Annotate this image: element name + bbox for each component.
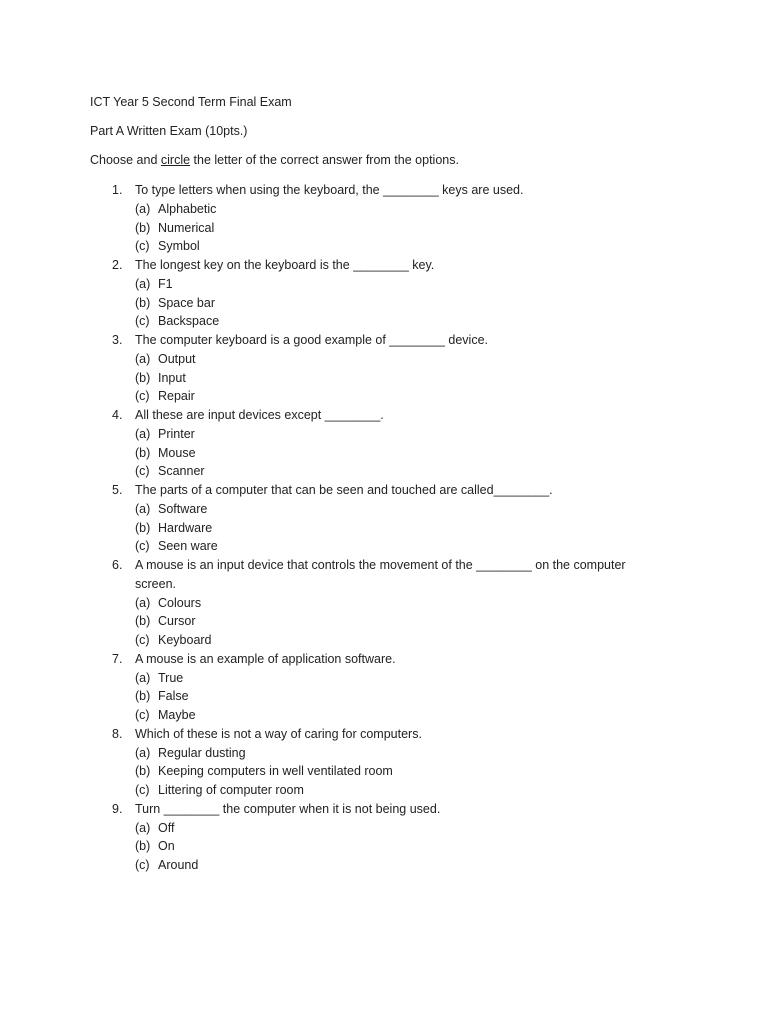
part-heading: Part A Written Exam (10pts.): [90, 124, 248, 138]
option-letter: (a): [135, 820, 151, 835]
option-list: [135, 200, 690, 256]
option-letter: (b): [135, 295, 151, 310]
option-text: Input: [158, 370, 186, 385]
exam-title: ICT Year 5 Second Term Final Exam: [90, 95, 292, 109]
answer-option-5-c[interactable]: [135, 537, 690, 556]
option-letter: (a): [135, 595, 151, 610]
question-text: To type letters when using the keyboard, the ________ keys are used.: [135, 183, 524, 197]
answer-option-1-b[interactable]: [135, 219, 690, 238]
option-letter: (b): [135, 764, 151, 779]
answer-option-7-c[interactable]: [135, 706, 690, 725]
option-text: Off: [158, 820, 175, 835]
option-letter: (a): [135, 501, 151, 516]
question-number: 5.: [112, 483, 123, 497]
option-letter: (c): [135, 314, 150, 329]
option-letter: (c): [135, 239, 150, 254]
instructions: [90, 152, 459, 168]
option-letter: (c): [135, 783, 150, 797]
option-letter: (c): [135, 708, 150, 722]
question-text: The computer keyboard is a good example of ________ device.: [135, 333, 489, 347]
instructions-text-end: the letter of the correct answer from the options.: [190, 153, 459, 167]
question-text: A mouse is an input device that controls the movement of the ________ on the computer screen.: [135, 558, 626, 591]
option-letter: (b): [135, 370, 151, 385]
option-text: Around: [158, 858, 199, 872]
answer-option-9-b[interactable]: [135, 837, 690, 856]
answer-option-9-c[interactable]: [135, 856, 690, 875]
option-text: Seen ware: [158, 539, 218, 554]
option-list: [135, 275, 690, 331]
option-text: Numerical: [158, 220, 215, 235]
option-letter: (c): [135, 633, 150, 647]
option-text: Symbol: [158, 239, 200, 254]
option-text: Space bar: [158, 295, 215, 310]
option-text: Output: [158, 351, 196, 366]
answer-option-4-b[interactable]: [135, 444, 690, 463]
option-list: [135, 744, 690, 800]
question-number: 6.: [112, 558, 123, 572]
answer-option-3-c[interactable]: [135, 387, 690, 406]
answer-option-3-b[interactable]: [135, 369, 690, 388]
option-letter: (a): [135, 201, 151, 216]
option-text: On: [158, 839, 175, 854]
question-item-3: [90, 331, 690, 406]
option-text: Backspace: [158, 314, 220, 329]
question-text: Which of these is not a way of caring for computers.: [135, 726, 422, 741]
question-number: 1.: [112, 183, 123, 197]
answer-option-1-c[interactable]: [135, 237, 690, 256]
option-text: Regular dusting: [158, 745, 246, 760]
answer-option-8-b[interactable]: [135, 762, 690, 781]
option-letter: (c): [135, 389, 150, 404]
question-item-1: [90, 181, 690, 256]
question-item-6: [90, 556, 690, 650]
question-text: The parts of a computer that can be seen and touched are called________.: [135, 483, 553, 497]
option-letter: (b): [135, 520, 151, 535]
question-item-7: [90, 650, 690, 725]
answer-option-4-a[interactable]: [135, 425, 690, 444]
option-text: Printer: [158, 426, 195, 441]
option-letter: (b): [135, 220, 151, 235]
question-item-2: [90, 256, 690, 331]
option-text: Keeping computers in well ventilated room: [158, 764, 393, 779]
answer-option-2-b[interactable]: [135, 294, 690, 313]
question-number: 3.: [112, 333, 123, 347]
option-text: Colours: [158, 595, 202, 610]
question-item-8: [90, 725, 690, 800]
instructions-text-start: Choose and: [90, 153, 161, 167]
option-letter: (b): [135, 445, 151, 460]
option-list: [135, 500, 690, 556]
question-text: A mouse is an example of application software.: [135, 651, 396, 666]
option-list: [135, 350, 690, 406]
option-text: Keyboard: [158, 633, 212, 647]
question-number: 9.: [112, 801, 123, 816]
instructions-underlined-word: circle: [160, 153, 191, 167]
option-text: Alphabetic: [158, 201, 217, 216]
option-letter: (b): [135, 839, 151, 854]
option-letter: (c): [135, 539, 150, 554]
answer-option-6-a[interactable]: [135, 594, 690, 613]
answer-option-5-a[interactable]: [135, 500, 690, 519]
question-text: The longest key on the keyboard is the ________ key.: [135, 258, 435, 272]
question-number: 2.: [112, 258, 123, 272]
option-text: Hardware: [158, 520, 213, 535]
option-text: False: [158, 689, 189, 704]
option-text: Cursor: [158, 614, 196, 629]
answer-option-2-a[interactable]: [135, 275, 690, 294]
option-text: Scanner: [158, 464, 205, 479]
question-number: 8.: [112, 726, 123, 741]
answer-option-6-c[interactable]: [135, 631, 690, 650]
answer-option-8-a[interactable]: [135, 744, 690, 763]
option-list: [135, 594, 690, 650]
option-text: Littering of computer room: [158, 783, 304, 797]
answer-option-2-c[interactable]: [135, 312, 690, 331]
option-text: True: [158, 670, 184, 685]
option-text: Maybe: [158, 708, 196, 722]
option-letter: (a): [135, 351, 151, 366]
question-list: [90, 181, 690, 875]
question-number: 4.: [112, 408, 123, 422]
option-letter: (b): [135, 614, 151, 629]
option-list: [135, 669, 690, 725]
option-letter: (a): [135, 426, 151, 441]
option-text: F1: [158, 276, 173, 291]
option-text: Software: [158, 501, 208, 516]
answer-option-8-c[interactable]: [135, 781, 690, 800]
option-letter: (c): [135, 858, 150, 872]
answer-option-7-b[interactable]: [135, 687, 690, 706]
option-letter: (a): [135, 745, 151, 760]
answer-option-4-c[interactable]: [135, 462, 690, 481]
answer-option-5-b[interactable]: [135, 519, 690, 538]
option-list: [135, 425, 690, 481]
option-letter: (b): [135, 689, 151, 704]
option-text: Mouse: [158, 445, 196, 460]
answer-option-6-b[interactable]: [135, 612, 690, 631]
answer-option-7-a[interactable]: [135, 669, 690, 688]
question-number: 7.: [112, 651, 123, 666]
question-text: Turn ________ the computer when it is not being used.: [135, 801, 441, 816]
answer-option-9-a[interactable]: [135, 819, 690, 838]
answer-option-3-a[interactable]: [135, 350, 690, 369]
question-item-9: [90, 800, 690, 875]
option-letter: (a): [135, 276, 151, 291]
question-item-5: [90, 481, 690, 556]
option-letter: (a): [135, 670, 151, 685]
answer-option-1-a[interactable]: [135, 200, 690, 219]
question-text: All these are input devices except ________.: [135, 408, 384, 422]
option-text: Repair: [158, 389, 195, 404]
option-list: [135, 819, 690, 875]
question-item-4: [90, 406, 690, 481]
option-letter: (c): [135, 464, 150, 479]
